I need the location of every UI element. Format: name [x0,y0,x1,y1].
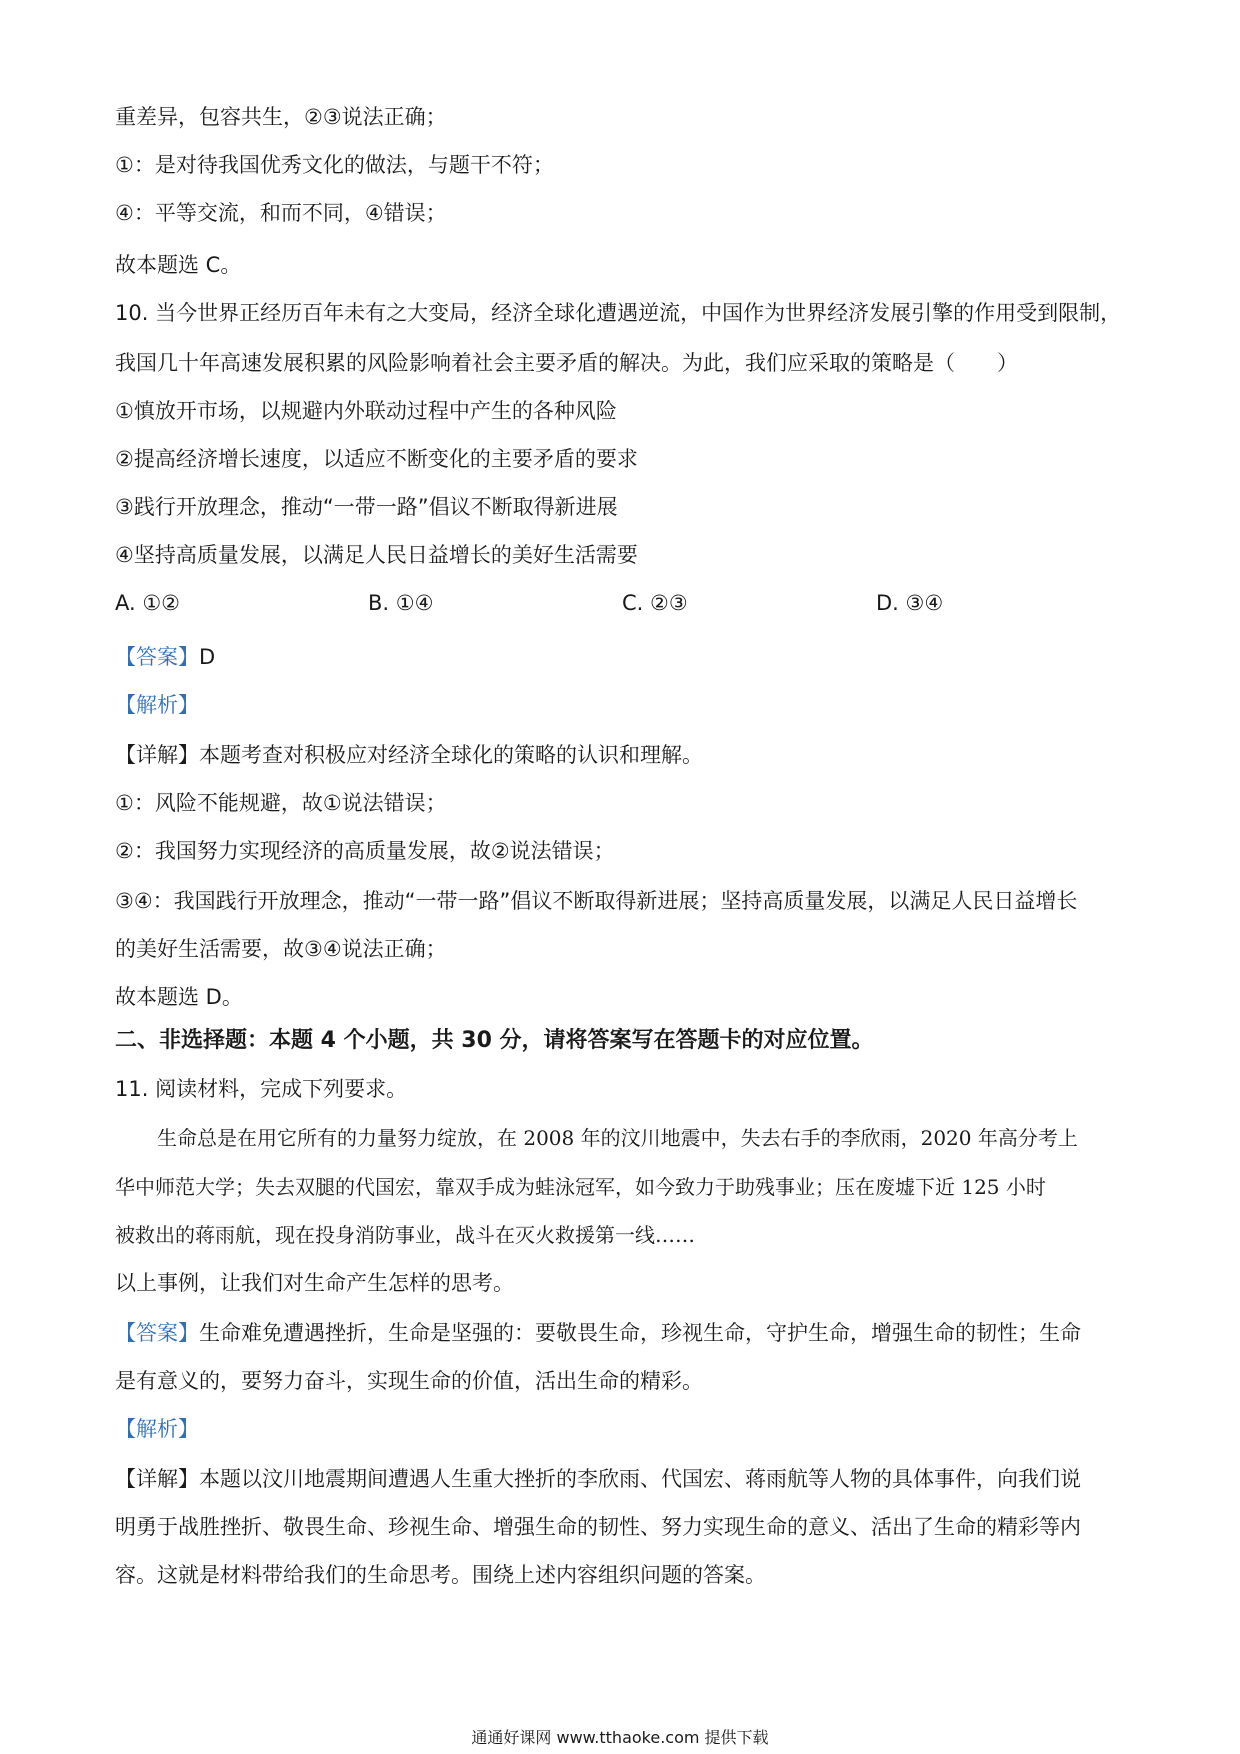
q10-explain-3: ③④：我国践行开放理念，推动“一带一路”倡议不断取得新进展；坚持高质量发展，以满足人民日益增长 [115,889,1078,913]
prev-line-1: 重差异，包容共生，②③说法正确； [115,105,447,129]
q11-detail-line-2: 明勇于战胜挫折、敬畏生命、珍视生命、增强生命的韧性、努力实现生命的意义、活出了生命的精彩等内 [115,1515,1081,1539]
q10-option-a: A. ①② [115,591,180,615]
q11-detail-text-1: 本题以汶川地震期间遭遇人生重大挫折的李欣雨、代国宏、蒋雨航等人物的具体事件，向我们说 [199,1467,1081,1491]
q10-analysis-tag: 【解析】 [115,693,199,717]
q11-detail-tag: 【详解】 [115,1467,199,1491]
q10-explain-1: ①：风险不能规避，故①说法错误； [115,791,447,815]
q10-detail-text: 本题考查对积极应对经济全球化的策略的认识和理解。 [199,743,703,767]
q10-detail [115,742,703,768]
q10-answer-tag: 【答案】 [115,645,199,669]
q11-material-line-3: 被救出的蒋雨航，现在投身消防事业，战斗在灭火救援第一线…… [115,1223,695,1247]
q10-explain-5: 故本题选 D。 [115,985,243,1009]
q10-answer-value: D [199,645,216,669]
q10-option-c: C. ②③ [622,591,688,615]
prev-line-2: ①：是对待我国优秀文化的做法，与题干不符； [115,153,554,177]
q10-stem-line-1: 10. 当今世界正经历百年未有之大变局，经济全球化遭遇逆流，中国作为世界经济发展引擎的作用受到限制， [115,301,1122,325]
q11-answer-text-1: 生命难免遭遇挫折，生命是坚强的：要敬畏生命，珍视生命，守护生命，增强生命的韧性；生命 [199,1321,1081,1345]
q10-explain-4: 的美好生活需要，故③④说法正确； [115,937,447,961]
q11-material-line-2: 华中师范大学；失去双腿的代国宏，靠双手成为蛙泳冠军，如今致力于助残事业；压在废墟下近 125 小时 [115,1175,1046,1199]
q11-question: 以上事例，让我们对生命产生怎样的思考。 [115,1271,514,1295]
q10-item-2: ②提高经济增长速度，以适应不断变化的主要矛盾的要求 [115,447,638,471]
q11-material-line-1: 生命总是在用它所有的力量努力绽放，在 2008 年的汶川地震中，失去右手的李欣雨，2020 年高分考上 [157,1126,1078,1150]
q10-item-3: ③践行开放理念，推动“一带一路”倡议不断取得新进展 [115,495,618,519]
q11-answer-tag: 【答案】 [115,1321,199,1345]
q11-detail-line-3: 容。这就是材料带给我们的生命思考。围绕上述内容组织问题的答案。 [115,1563,766,1587]
q10-option-d: D. ③④ [876,591,944,615]
q10-explain-2: ②：我国努力实现经济的高质量发展，故②说法错误； [115,839,615,863]
q11-answer-line-2: 是有意义的，要努力奋斗，实现生命的价值，活出生命的精彩。 [115,1369,703,1393]
q11-detail-line-1 [115,1466,1081,1492]
q10-stem-line-2: 我国几十年高速发展积累的风险影响着社会主要矛盾的解决。为此，我们应采取的策略是（ ） [115,351,1018,375]
q10-option-b: B. ①④ [368,591,434,615]
q11-answer-line-1 [115,1320,1081,1346]
q11-stem: 11. 阅读材料，完成下列要求。 [115,1077,408,1101]
q10-item-4: ④坚持高质量发展，以满足人民日益增长的美好生活需要 [115,543,638,567]
prev-line-4: 故本题选 C。 [115,253,242,277]
q11-analysis-tag: 【解析】 [115,1417,199,1441]
q10-answer [115,644,215,670]
q10-item-1: ①慎放开市场，以规避内外联动过程中产生的各种风险 [115,399,617,423]
q10-detail-tag: 【详解】 [115,743,199,767]
page-footer: 通通好课网 www.tthaoke.com 提供下载 [471,1728,769,1747]
prev-line-3: ④：平等交流，和而不同，④错误； [115,201,447,225]
section-2-heading: 二、非选择题：本题 4 个小题，共 30 分，请将答案写在答题卡的对应位置。 [115,1028,874,1053]
